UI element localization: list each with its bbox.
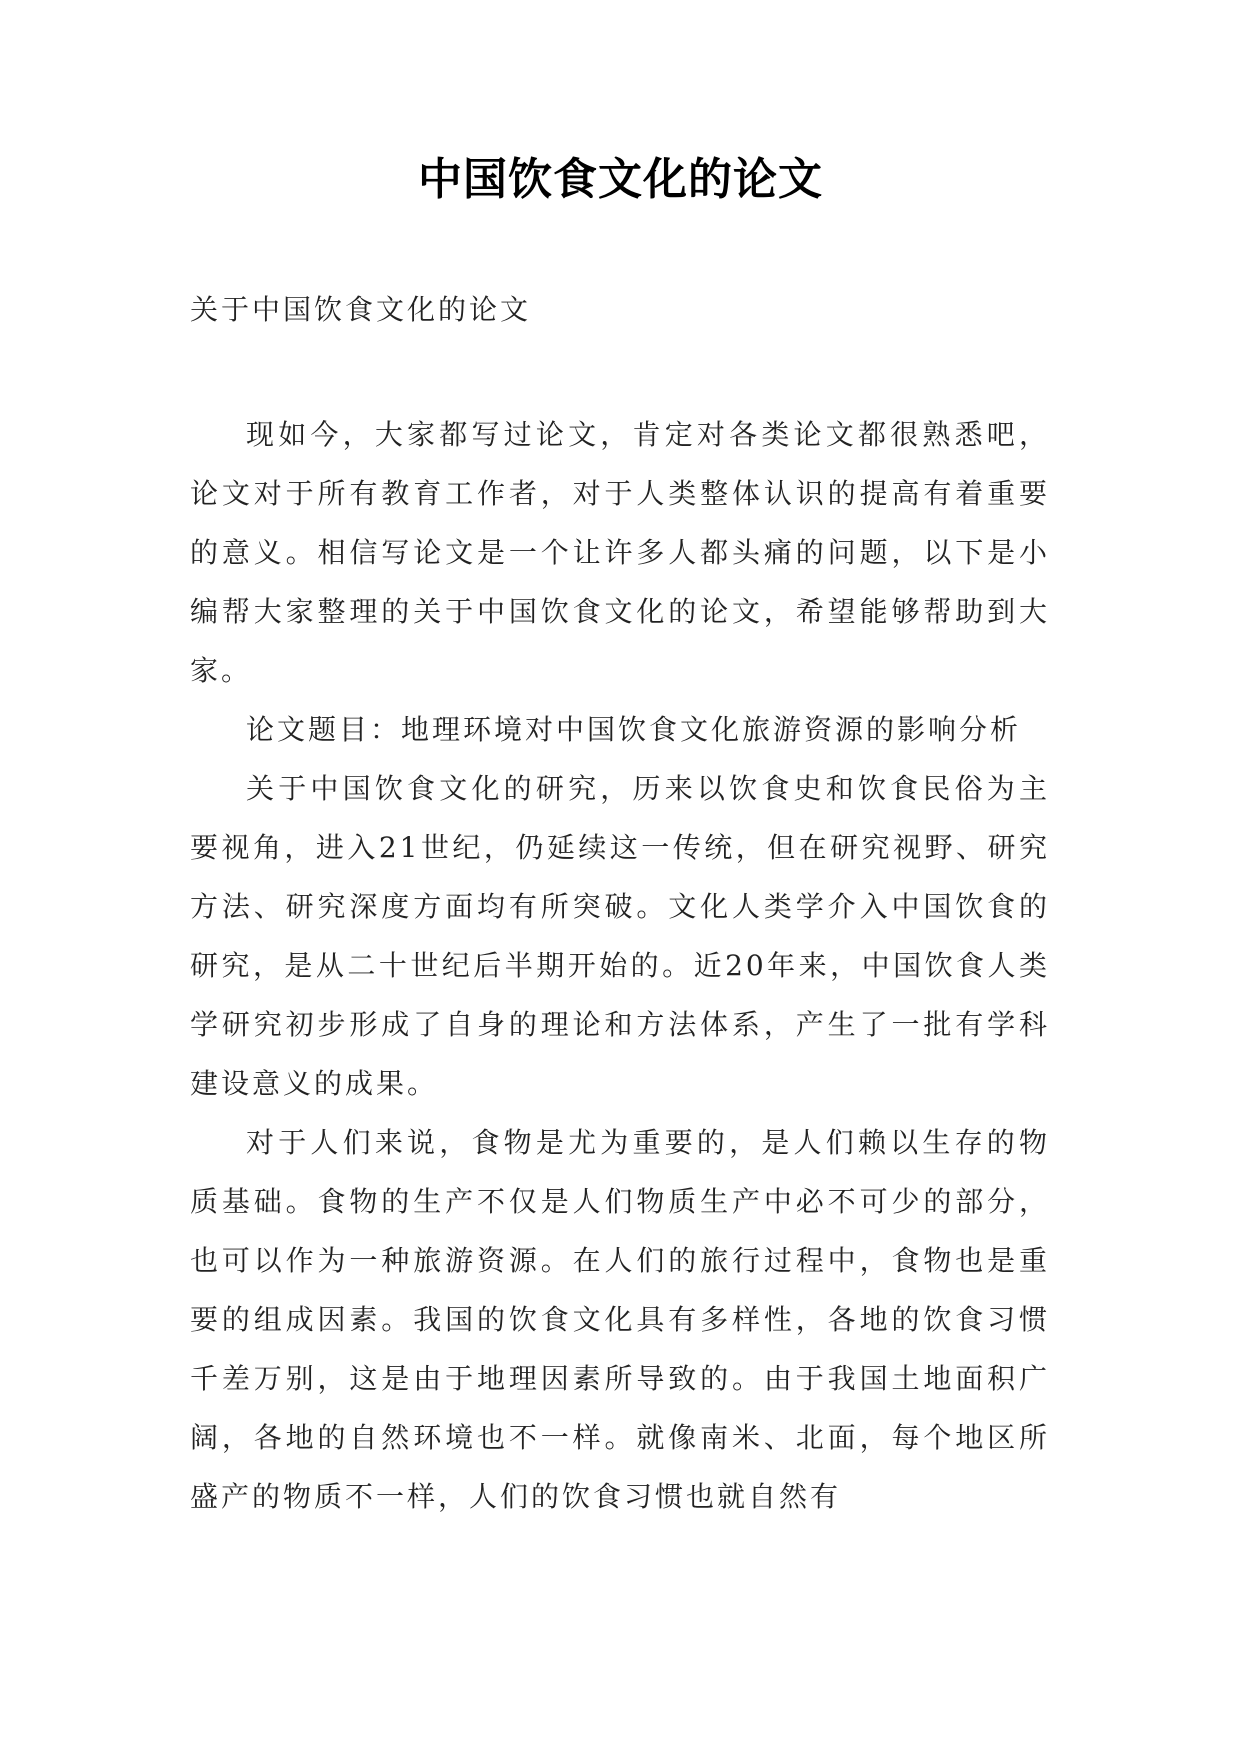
document-subtitle: 关于中国饮食文化的论文 <box>190 293 532 326</box>
document-body <box>190 405 1050 1526</box>
paragraph-topic: 论文题目：地理环境对中国饮食文化旅游资源的影响分析 <box>246 713 1022 746</box>
paragraph-research: 关于中国饮食文化的研究，历来以饮食史和饮食民俗为主要视角，进入21世纪，仍延续这一传统，但在研究视野、研究方法、研究深度方面均有所突破。文化人类学介入中国饮食的研究，是从二十世纪后半期开始的。近20年来，中国饮食人类学研究初步形成了自身的理论和方法体系，产生了一批有学科建设意义的成果。 <box>190 772 1050 1100</box>
paragraph-intro: 现如今，大家都写过论文，肯定对各类论文都很熟悉吧，论文对于所有教育工作者，对于人类整体认识的提高有着重要的意义。相信写论文是一个让许多人都头痛的问题，以下是小编帮大家整理的关于中国饮食文化的论文，希望能够帮助到大家。 <box>190 418 1050 687</box>
paragraph-food: 对于人们来说，食物是尤为重要的，是人们赖以生存的物质基础。食物的生产不仅是人们物质生产中必不可少的部分，也可以作为一种旅游资源。在人们的旅行过程中，食物也是重要的组成因素。我国的饮食文化具有多样性，各地的饮食习惯千差万别，这是由于地理因素所导致的。由于我国土地面积广阔，各地的自然环境也不一样。就像南米、北面，每个地区所盛产的物质不一样，人们的饮食习惯也就自然有 <box>190 1126 1050 1513</box>
document-title: 中国饮食文化的论文 <box>418 154 823 205</box>
